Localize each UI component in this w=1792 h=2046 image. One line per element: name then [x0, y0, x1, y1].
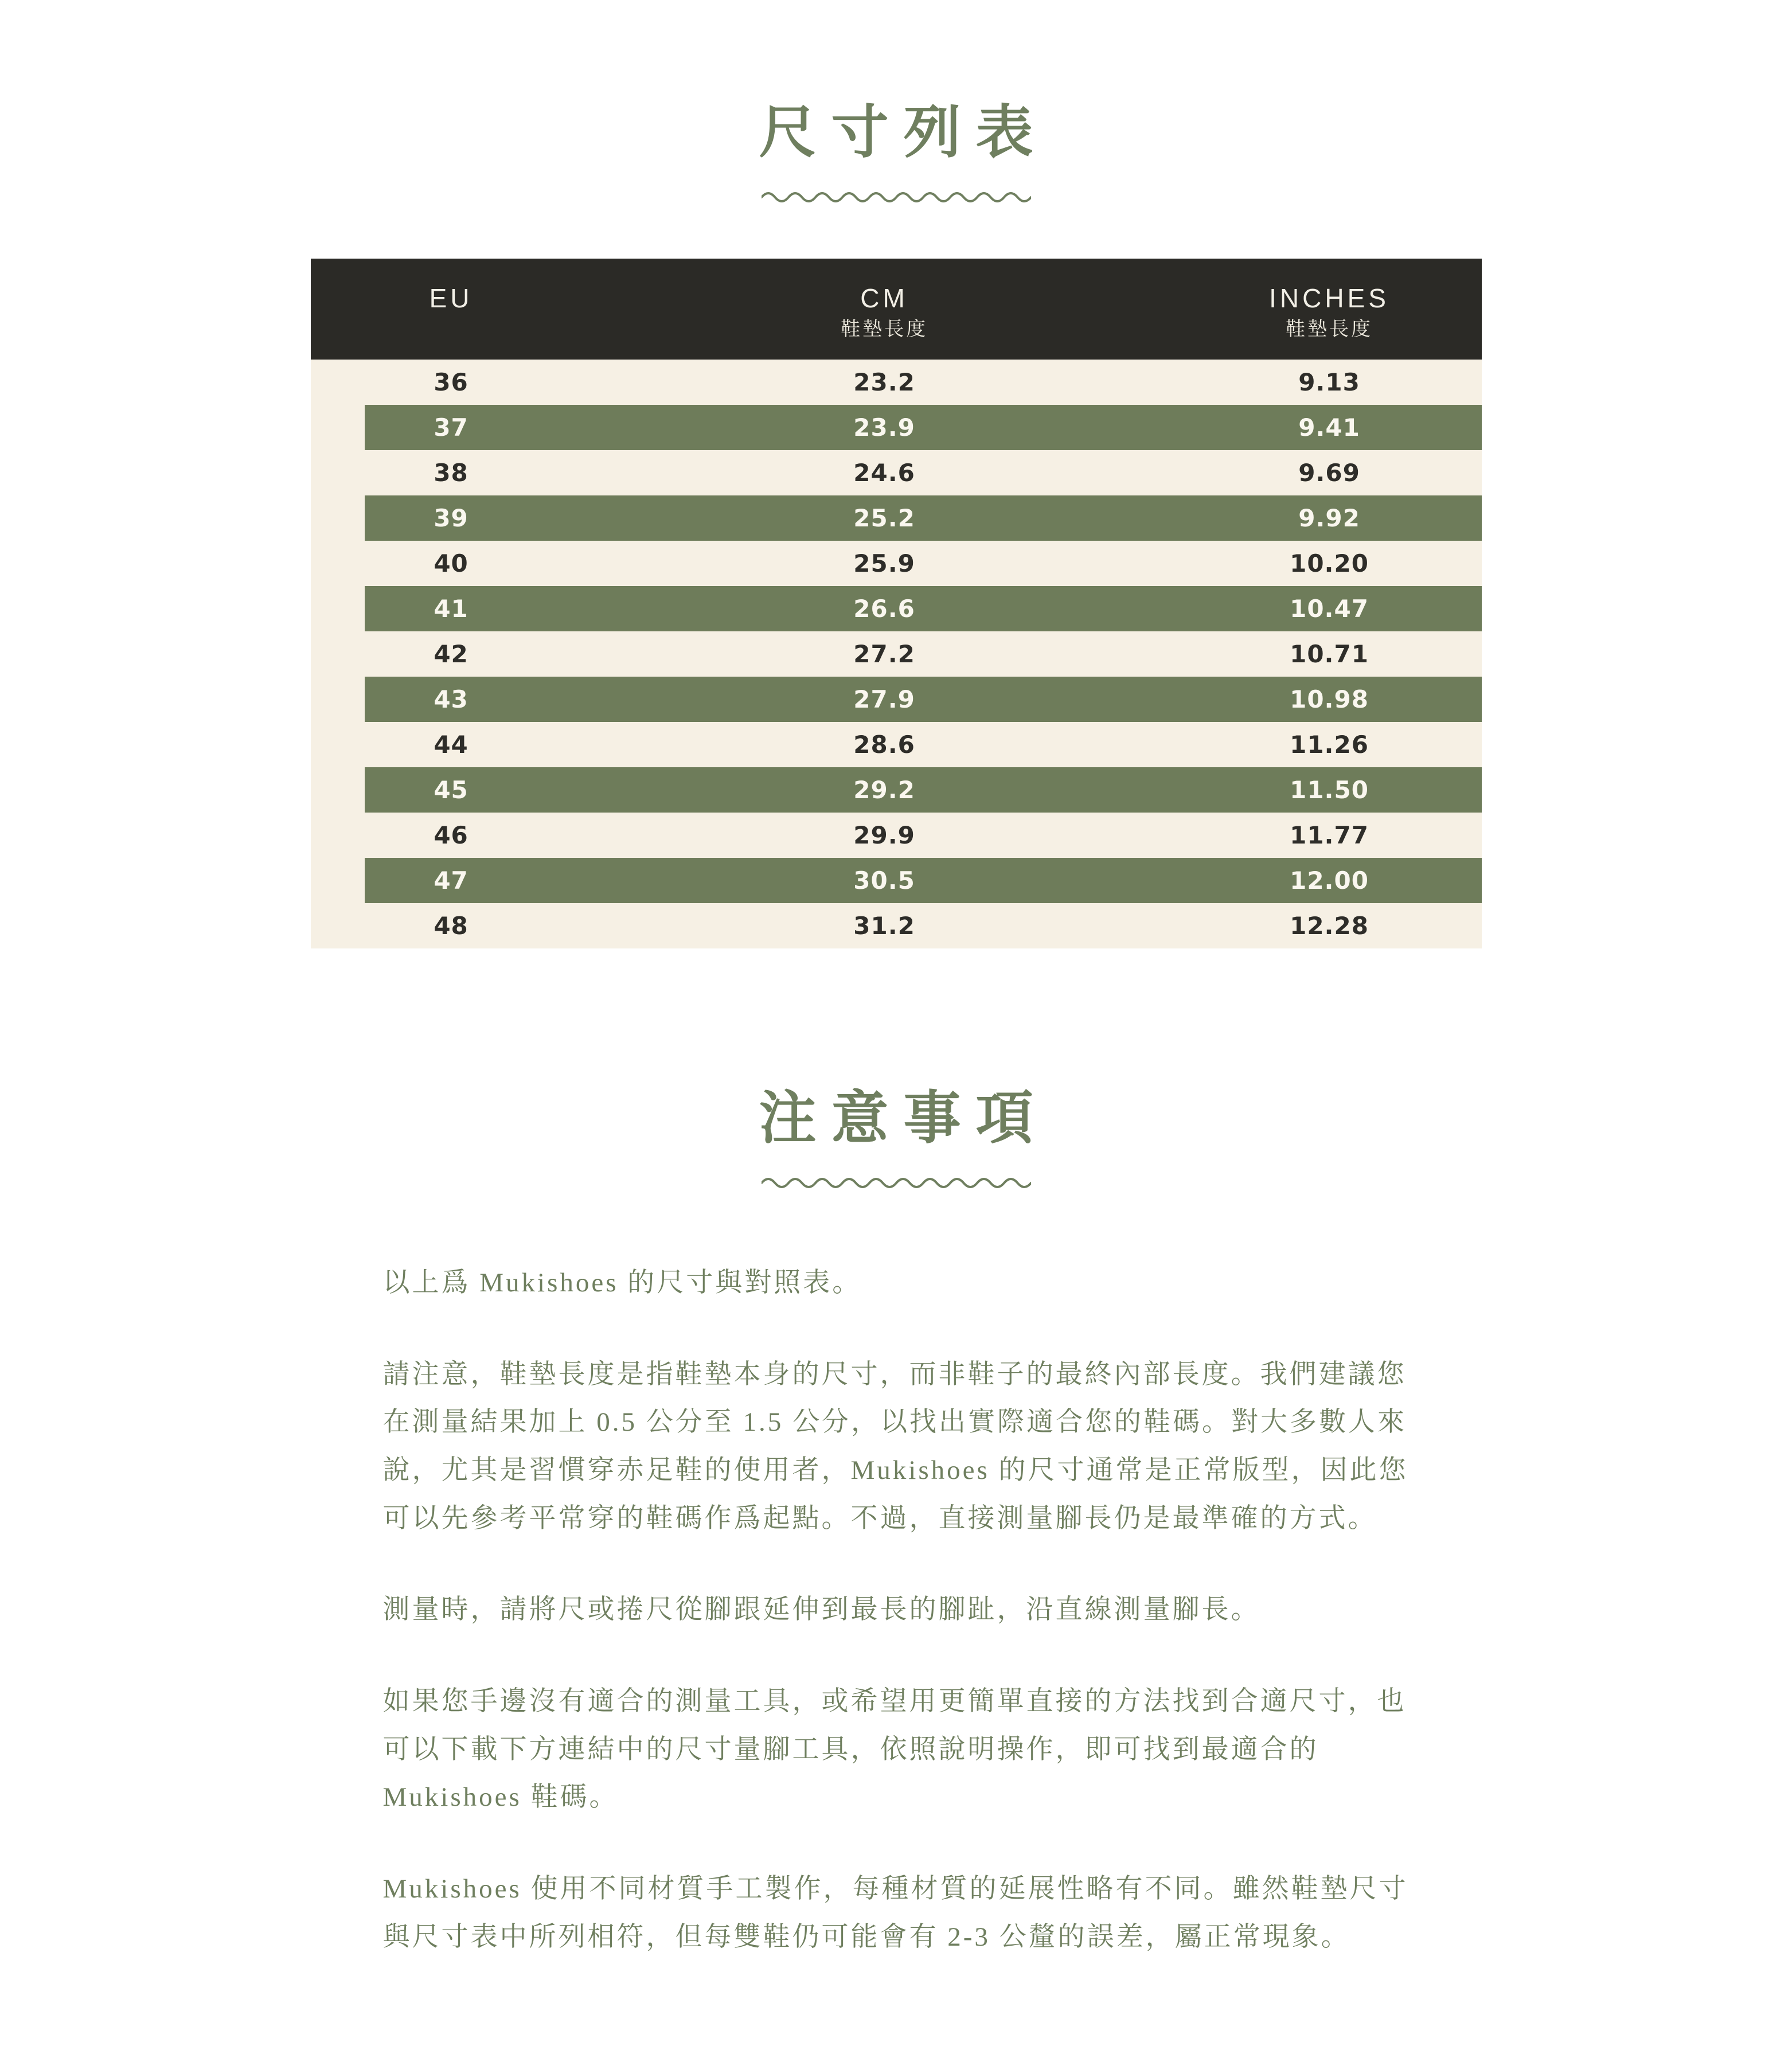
size-list-title: 尺寸列表 [759, 100, 1048, 165]
size-cell-inches: 10.71 [1290, 640, 1369, 668]
size-cell-cm: 27.9 [853, 685, 915, 713]
wavy-divider-icon [0, 1172, 1792, 1192]
header-label-cm: CM [860, 283, 908, 313]
size-table-row [311, 767, 1482, 813]
notes-paragraph: 如果您手邊沒有適合的測量工具，或希望用更簡單直接的方法找到合適尺寸，也可以下載下方連結中的尺寸量腳工具，依照說明操作，即可找到最適合的 Mukishoes 鞋碼。 [382, 1686, 1407, 1813]
notes-title: 注意事項 [759, 1086, 1048, 1150]
size-cell-inches: 9.69 [1298, 459, 1360, 487]
size-table-row [311, 813, 1482, 858]
notes-section [0, 1072, 1792, 1961]
size-cell-cm: 23.2 [853, 368, 915, 396]
size-table-row [311, 360, 1482, 405]
size-table-row [311, 495, 1482, 541]
wavy-divider-icon [0, 186, 1792, 206]
header-sublabel-inches: 鞋墊長度 [1286, 318, 1373, 340]
size-table-row [311, 586, 1482, 631]
size-cell-cm: 25.9 [853, 549, 915, 577]
size-table-row [311, 677, 1482, 722]
size-cell-eu: 48 [434, 912, 469, 940]
notes-paragraph: 測量時，請將尺或捲尺從腳跟延伸到最長的腳趾，沿直線測量腳長。 [382, 1595, 1260, 1625]
size-cell-eu: 42 [434, 640, 469, 668]
size-cell-inches: 10.47 [1290, 595, 1369, 623]
size-cell-cm: 23.9 [853, 413, 915, 442]
size-cell-eu: 37 [434, 413, 469, 442]
size-cell-eu: 40 [434, 549, 469, 577]
header-sublabel-eu [311, 316, 592, 342]
header-sublabel-cm: 鞋墊長度 [841, 318, 928, 340]
size-table-row [311, 631, 1482, 677]
size-cell-cm: 24.6 [853, 459, 915, 487]
size-list-section [0, 0, 1792, 948]
size-table-body [311, 360, 1482, 948]
notes-paragraph: 請注意，鞋墊長度是指鞋墊本身的尺寸，而非鞋子的最終內部長度。我們建議您在測量結果加上 0.5 公分至 1.5 公分，以找出實際適合您的鞋碼。對大多數人來說，尤其是習慣穿赤足鞋的使用者，Mukishoes 的尺寸通常是正常版型，因此您可以先參考平常穿的鞋碼作爲起點。不過，直接測量腳長仍是最準確的方式。 [382, 1359, 1408, 1533]
size-cell-cm: 29.2 [853, 776, 915, 804]
size-table-row [311, 450, 1482, 495]
size-table [311, 259, 1482, 948]
size-cell-eu: 41 [434, 595, 469, 623]
size-cell-inches: 12.00 [1290, 866, 1369, 895]
size-cell-inches: 9.41 [1298, 413, 1360, 442]
header-cell-inches [1177, 280, 1482, 342]
size-cell-inches: 9.92 [1298, 504, 1360, 532]
size-table-row [311, 858, 1482, 903]
size-cell-cm: 29.9 [853, 821, 915, 849]
header-label-inches: INCHES [1269, 283, 1389, 313]
notes-paragraph: Mukishoes 使用不同材質手工製作，每種材質的延展性略有不同。雖然鞋墊尺寸與尺寸表中所列相符，但每雙鞋仍可能會有 2-3 公釐的誤差，屬正常現象。 [382, 1873, 1408, 1952]
size-cell-cm: 31.2 [853, 912, 915, 940]
size-cell-cm: 30.5 [853, 866, 915, 895]
size-table-row [311, 541, 1482, 586]
size-cell-cm: 25.2 [853, 504, 915, 532]
size-cell-inches: 11.77 [1290, 821, 1369, 849]
size-cell-eu: 45 [434, 776, 469, 804]
size-table-row [311, 903, 1482, 948]
size-cell-eu: 43 [434, 685, 469, 713]
size-cell-cm: 27.2 [853, 640, 915, 668]
size-cell-cm: 26.6 [853, 595, 915, 623]
size-cell-inches: 10.98 [1290, 685, 1369, 713]
header-cell-cm [592, 280, 1177, 342]
notes-paragraph: 以上爲 Mukishoes 的尺寸與對照表。 [382, 1268, 862, 1298]
size-table-row [311, 722, 1482, 767]
size-table-header [311, 259, 1482, 360]
size-cell-inches: 10.20 [1290, 549, 1369, 577]
size-cell-eu: 47 [434, 866, 469, 895]
size-cell-eu: 46 [434, 821, 469, 849]
notes-paragraphs [383, 1259, 1410, 1961]
size-cell-inches: 12.28 [1290, 912, 1369, 940]
size-table-row [311, 405, 1482, 450]
size-cell-eu: 39 [434, 504, 469, 532]
size-cell-eu: 44 [434, 731, 469, 759]
size-cell-cm: 28.6 [853, 731, 915, 759]
size-cell-inches: 9.13 [1298, 368, 1360, 396]
size-cell-eu: 36 [434, 368, 469, 396]
header-cell-eu [311, 280, 592, 342]
size-cell-inches: 11.26 [1290, 731, 1369, 759]
size-cell-eu: 38 [434, 459, 469, 487]
size-cell-inches: 11.50 [1290, 776, 1369, 804]
header-label-eu: EU [429, 283, 473, 313]
